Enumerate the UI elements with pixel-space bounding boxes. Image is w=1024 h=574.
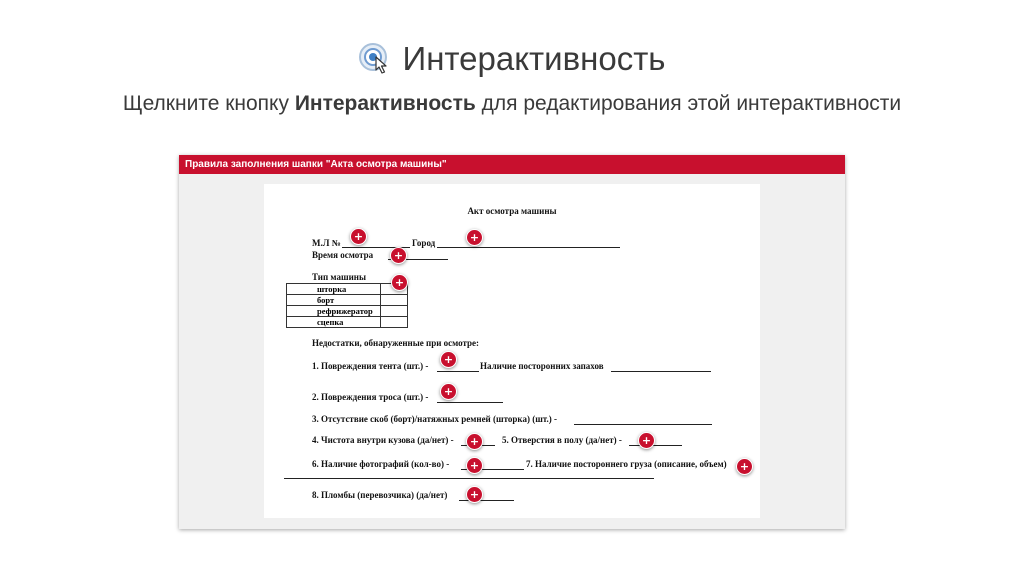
machine-type-cell: борт bbox=[287, 295, 381, 306]
instruction-text bbox=[0, 92, 1024, 116]
instruction-prefix: Щелкните кнопку bbox=[122, 92, 295, 115]
table-row bbox=[287, 306, 408, 317]
machine-type-label: Тип машины bbox=[312, 272, 366, 282]
table-row bbox=[287, 284, 408, 295]
item-5-line bbox=[629, 445, 682, 446]
machine-type-cell: сцепка bbox=[287, 317, 381, 328]
machine-type-value bbox=[381, 295, 408, 306]
city-line bbox=[437, 247, 620, 248]
hotspot-floor-holes[interactable]: + bbox=[638, 432, 655, 449]
item-1-line bbox=[437, 371, 479, 372]
item-7-label: 7. Наличие постороннего груза (описание, объем) bbox=[526, 459, 727, 469]
machine-type-table bbox=[286, 283, 408, 328]
item-4-label: 4. Чистота внутри кузова (да/нет) - bbox=[312, 435, 454, 445]
item-8-label: 8. Пломбы (перевозчика) (да/нет) bbox=[312, 490, 448, 500]
page-title: Интерактивность bbox=[402, 40, 666, 77]
interactivity-icon bbox=[358, 42, 392, 76]
hotspot-foreign-cargo[interactable]: + bbox=[736, 458, 753, 475]
city-label: Город bbox=[412, 238, 436, 248]
item-6-label: 6. Наличие фотографий (кол-во) - bbox=[312, 459, 450, 469]
hotspot-inspection-time[interactable]: + bbox=[390, 247, 407, 264]
document-title: Акт осмотра машины bbox=[467, 206, 557, 216]
item-5-label: 5. Отверстия в полу (да/нет) - bbox=[502, 435, 622, 445]
hotspot-seals[interactable]: + bbox=[466, 486, 483, 503]
item-7-line bbox=[284, 478, 654, 479]
hotspot-cleanliness[interactable]: + bbox=[466, 433, 483, 450]
instruction-bold: Интерактивность bbox=[294, 92, 476, 115]
interactive-frame bbox=[179, 155, 845, 529]
machine-type-cell: рефрижератор bbox=[287, 306, 381, 317]
item-3-label: 3. Отсутствие скоб (борт)/натяжных ремней (шторка) (шт.) - bbox=[312, 414, 558, 424]
item-2-label: 2. Повреждения троса (шт.) - bbox=[312, 392, 429, 402]
item-1b-line bbox=[611, 371, 711, 372]
document-page bbox=[264, 184, 760, 518]
defects-heading: Недостатки, обнаруженные при осмотре: bbox=[312, 338, 480, 348]
item-3-line bbox=[574, 424, 712, 425]
item-2-line bbox=[437, 402, 503, 403]
slide-title bbox=[0, 34, 1024, 84]
hotspot-photos[interactable]: + bbox=[466, 457, 483, 474]
ml-label: М.Л № bbox=[312, 238, 341, 248]
hotspot-city[interactable]: + bbox=[466, 229, 483, 246]
machine-type-value bbox=[381, 317, 408, 328]
machine-type-value bbox=[381, 306, 408, 317]
time-label: Время осмотра bbox=[312, 250, 374, 260]
hotspot-ml-number[interactable]: + bbox=[350, 228, 367, 245]
machine-type-cell: шторка bbox=[287, 284, 381, 295]
item-1b-label: Наличие посторонних запахов bbox=[480, 361, 604, 371]
hotspot-machine-type[interactable]: + bbox=[391, 274, 408, 291]
instruction-suffix: для редактирования этой интерактивности bbox=[475, 92, 902, 115]
hotspot-tent-damage[interactable]: + bbox=[440, 351, 457, 368]
hotspot-rope-damage[interactable]: + bbox=[440, 383, 457, 400]
table-row bbox=[287, 317, 408, 328]
item-1-label: 1. Повреждения тента (шт.) - bbox=[312, 361, 429, 371]
table-row bbox=[287, 295, 408, 306]
frame-header: Правила заполнения шапки "Акта осмотра машины" bbox=[179, 155, 845, 174]
